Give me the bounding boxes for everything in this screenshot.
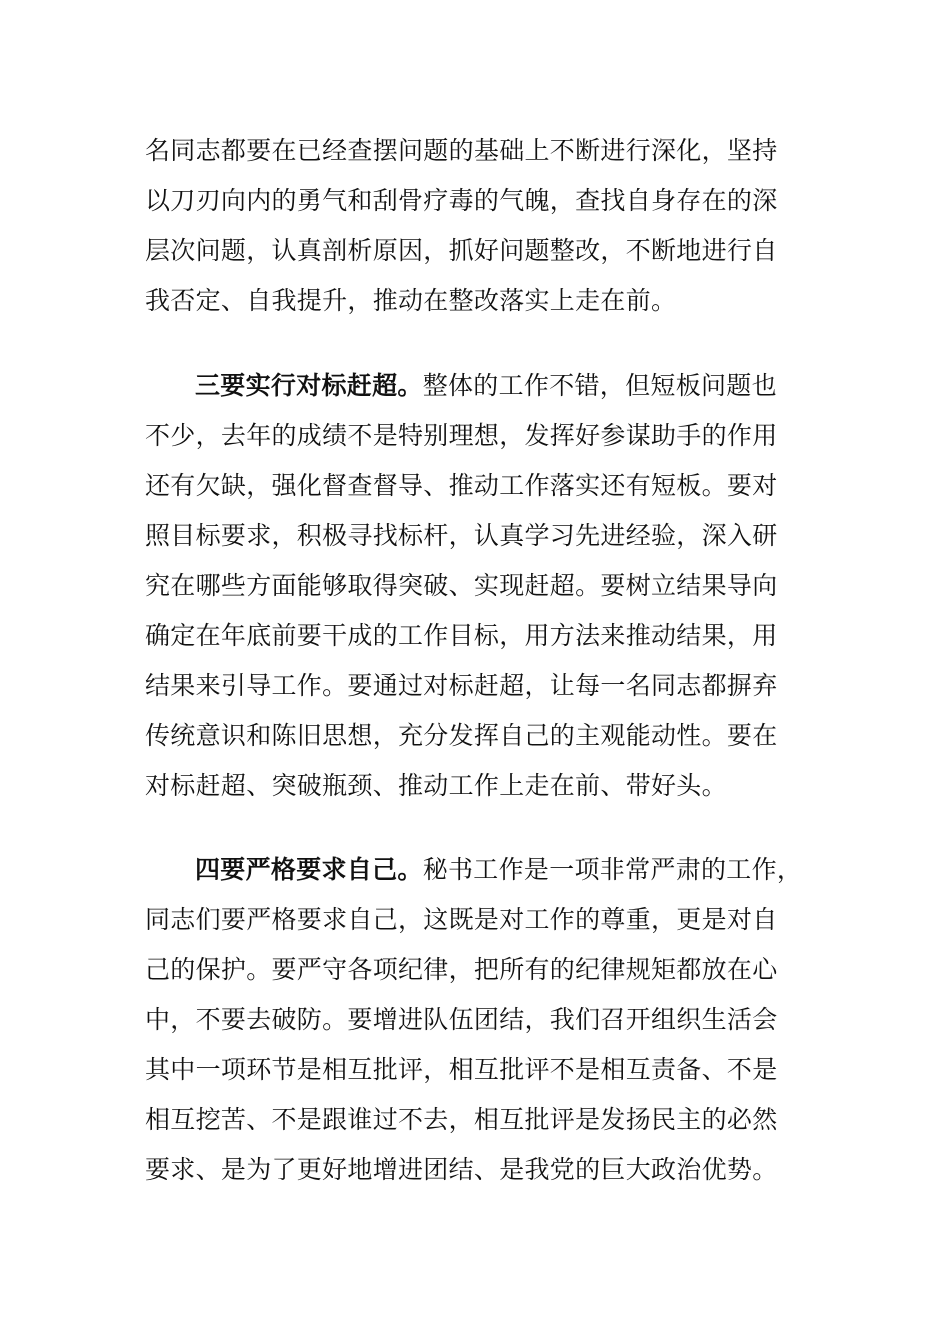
text-line: 秘书工作是一项非常严肃的工作， (422, 855, 803, 884)
text-line: 结果来引导工作。要通过对标赶超，让每一名同志都摒弃 (145, 671, 778, 700)
paragraph-heading: 三要实行对标赶超。 (195, 371, 423, 400)
text-line: 确定在年底前要干成的工作目标，用方法来推动结果，用 (145, 621, 778, 650)
paragraph-continuation (145, 126, 835, 326)
paragraph-first-line (145, 845, 835, 895)
text-line: 整体的工作不错，但短板问题也 (422, 371, 777, 400)
text-line: 照目标要求，积极寻找标杆，认真学习先进经验，深入研 (145, 521, 778, 550)
text-line: 究在哪些方面能够取得突破、实现赶超。要树立结果导向 (145, 571, 778, 600)
paragraph-heading: 四要严格要求自己。 (195, 855, 423, 884)
text-line: 名同志都要在已经查摆问题的基础上不断进行深化，坚持 (145, 136, 778, 165)
paragraph-benchmarking (145, 361, 835, 811)
paragraph-first-line (145, 361, 835, 411)
text-line: 层次问题，认真剖析原因，抓好问题整改，不断地进行自 (145, 236, 778, 265)
text-line: 传统意识和陈旧思想，充分发挥自己的主观能动性。要在 (145, 721, 778, 750)
text-line: 我否定、自我提升，推动在整改落实上走在前。 (145, 286, 677, 315)
text-line: 不少，去年的成绩不是特别理想，发挥好参谋助手的作用 (145, 421, 778, 450)
text-line: 其中一项环节是相互批评，相互批评不是相互责备、不是 (145, 1055, 778, 1084)
text-line: 以刀刃向内的勇气和刮骨疗毒的气魄，查找自身存在的深 (145, 186, 778, 215)
text-line: 己的保护。要严守各项纪律，把所有的纪律规矩都放在心 (145, 955, 778, 984)
paragraph-self-discipline (145, 845, 835, 1195)
text-line: 同志们要严格要求自己，这既是对工作的尊重，更是对自 (145, 905, 778, 934)
text-line: 相互挖苦、不是跟谁过不去，相互批评是发扬民主的必然 (145, 1105, 778, 1134)
text-line: 要求、是为了更好地增进团结、是我党的巨大政治优势。 (145, 1155, 778, 1184)
text-line: 还有欠缺，强化督查督导、推动工作落实还有短板。要对 (145, 471, 778, 500)
text-line: 中，不要去破防。要增进队伍团结，我们召开组织生活会 (145, 1005, 778, 1034)
text-line: 对标赶超、突破瓶颈、推动工作上走在前、带好头。 (145, 771, 727, 800)
